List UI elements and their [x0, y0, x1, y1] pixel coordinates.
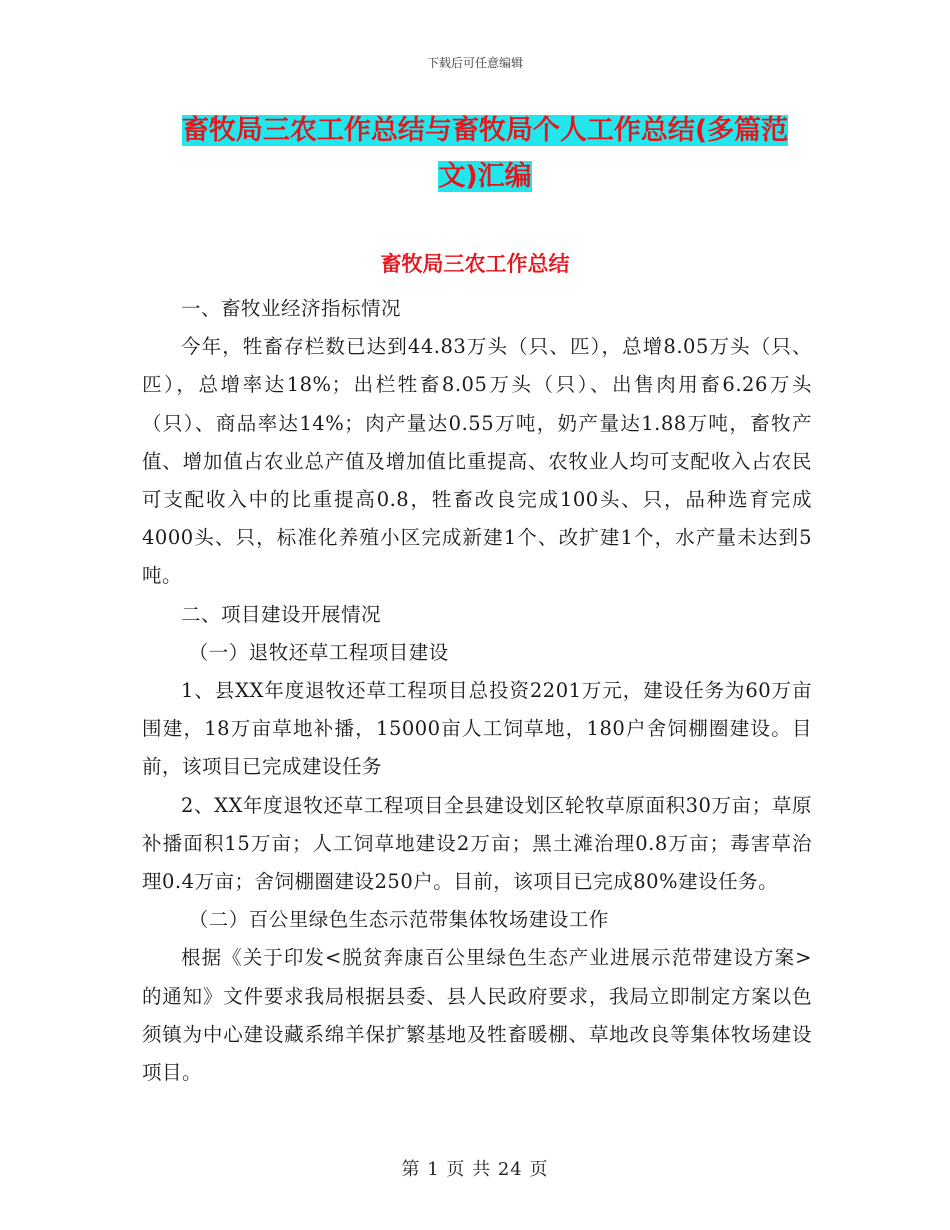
paragraph-project-2: 2、XX年度退牧还草工程项目全县建设划区轮牧草原面积30万亩；草原补播面积15万亩；人工饲草地建设2万亩；黑土滩治理0.8万亩；毒害草治理0.4万亩；舍饲棚圈建设250户。目前，该项目已完成80%建设任务。 [142, 793, 812, 894]
heading-economic-indicators: 一、畜牧业经济指标情况 [181, 297, 402, 320]
paragraph-livestock-stats: 今年，牲畜存栏数已达到44.83万头（只、匹），总增8.05万头（只、匹），总增率达18%；出栏牲畜8.05万头（只）、出售肉用畜6.26万头（只）、商品率达14%；肉产量达0.55万吨，奶产量达1.88万吨，畜牧产值、增加值占农业总产值及增加值比重提高、农牧业人均可支配收入占农民可支配收入中的比重提高0.8，牲畜改良完成100头、只，品种选育完成4000头、只，标准化养殖小区完成新建1个、改扩建1个，水产量未达到5吨。 [142, 335, 812, 588]
section-title: 畜牧局三农工作总结 [380, 252, 570, 276]
header-note: 下载后可任意编辑 [426, 56, 523, 70]
subheading-grazing-project: （一）退牧还草工程项目建设 [188, 640, 449, 664]
document-title [150, 108, 820, 200]
document-title-line-2: 文)汇编 [438, 161, 532, 192]
paragraph-green-belt: 根据《关于印发<脱贫奔康百公里绿色生态产业进展示范带建设方案>的通知》文件要求我局根据县委、县人民政府要求，我局立即制定方案以色须镇为中心建设藏系绵羊保扩繁基地及牲畜暖棚、草地改良等集体牧场建设项目。 [142, 946, 812, 1085]
document-body [142, 290, 812, 1092]
document-title-line-1: 畜牧局三农工作总结与畜牧局个人工作总结(多篇范 [181, 115, 789, 146]
subheading-green-belt: （二）百公里绿色生态示范带集体牧场建设工作 [188, 908, 609, 932]
page-footer: 第 1 页 共 24 页 [401, 1159, 549, 1180]
heading-project-construction: 二、项目建设开展情况 [181, 602, 382, 626]
paragraph-project-1: 1、县XX年度退牧还草工程项目总投资2201万元，建设任务为60万亩围建，18万亩草地补播，15000亩人工饲草地，180户舍饲棚圈建设。目前，该项目已完成建设任务 [142, 679, 812, 779]
